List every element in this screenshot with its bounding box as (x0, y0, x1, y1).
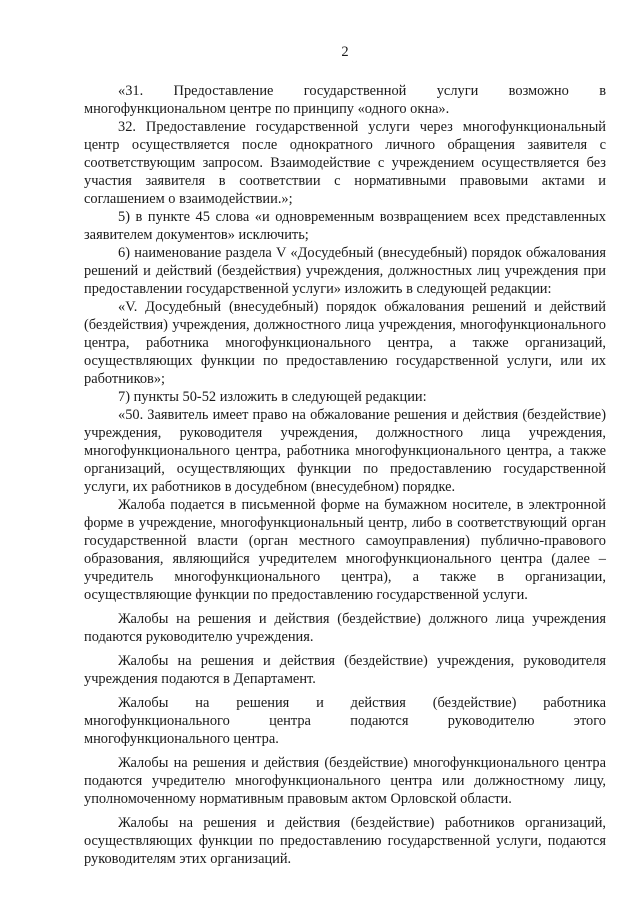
paragraph-32: 32. Предоставление государственной услуги через многофункциональный центр осуществляется после однократного личного обращения заявителя с соответствующим запросом. Взаимодействие с учреждением осуществляется без участия заявителя в соответствии с нормативными правовыми актами и соглашением о взаимодействии.»; (84, 119, 606, 207)
complaint-organizations-paragraph: Жалобы на решения и действия (бездействие) работников организаций, осуществляющих функции по предоставлению государственной услуги, подаются руководителям этих организаций. (84, 815, 606, 867)
page-number: 2 (341, 44, 349, 60)
paragraph-50: «50. Заявитель имеет право на обжалование решения и действия (бездействие) учреждения, руководителя учреждения, должностного лица учреждения, многофункционального центра, работника многофункционального центра, а также организаций, осуществляющих функции по предоставлению государственной услуги, их работников в досудебном (внесудебном) порядке. (84, 407, 606, 495)
complaint-form-paragraph: Жалоба подается в письменной форме на бумажном носителе, в электронной форме в учреждение, многофункциональный центр, либо в соответствующий орган государственной власти (орган местного самоуправления) публично-правового образования, являющийся учредителем многофункционального центра (далее – учредитель многофункционального центра), а также в организации, осуществляющие функции по предоставлению государственной услуги. (84, 497, 606, 603)
paragraph-31: «31. Предоставление государственной услуги возможно в многофункциональном центре по принципу «одного окна». (84, 83, 606, 117)
complaint-mfc-worker-paragraph: Жалобы на решения и действия (бездействие) работника многофункционального центра подаются руководителю этого многофункционального центра. (84, 695, 606, 747)
complaint-mfc-paragraph: Жалобы на решения и действия (бездействие) многофункционального центра подаются учредителю многофункционального центра или должностному лицу, уполномоченному нормативным правовым актом Орловской области. (84, 755, 606, 807)
section-v-title: «V. Досудебный (внесудебный) порядок обжалования решений и действий (бездействия) учреждения, должностного лица учреждения, многофункционального центра, работника многофункционального центра, а также организаций, осуществляющих функции по предоставлению государственной услуги, или их работников»; (84, 299, 606, 387)
complaint-official-paragraph: Жалобы на решения и действия (бездействие) должного лица учреждения подаются руководителю учреждения. (84, 611, 606, 645)
amendment-7: 7) пункты 50-52 изложить в следующей редакции: (118, 389, 427, 405)
complaint-institution-paragraph: Жалобы на решения и действия (бездействие) учреждения, руководителя учреждения подаются в Департамент. (84, 653, 606, 687)
document-body (84, 82, 606, 868)
amendment-6: 6) наименование раздела V «Досудебный (внесудебный) порядок обжалования решений и действий (бездействия) учреждения, должностных лиц учреждения при предоставлении государственной услуги» изложить в следующей редакции: (84, 245, 606, 297)
amendment-5: 5) в пункте 45 слова «и одновременным возвращением всех представленных заявителем документов» исключить; (84, 209, 606, 243)
